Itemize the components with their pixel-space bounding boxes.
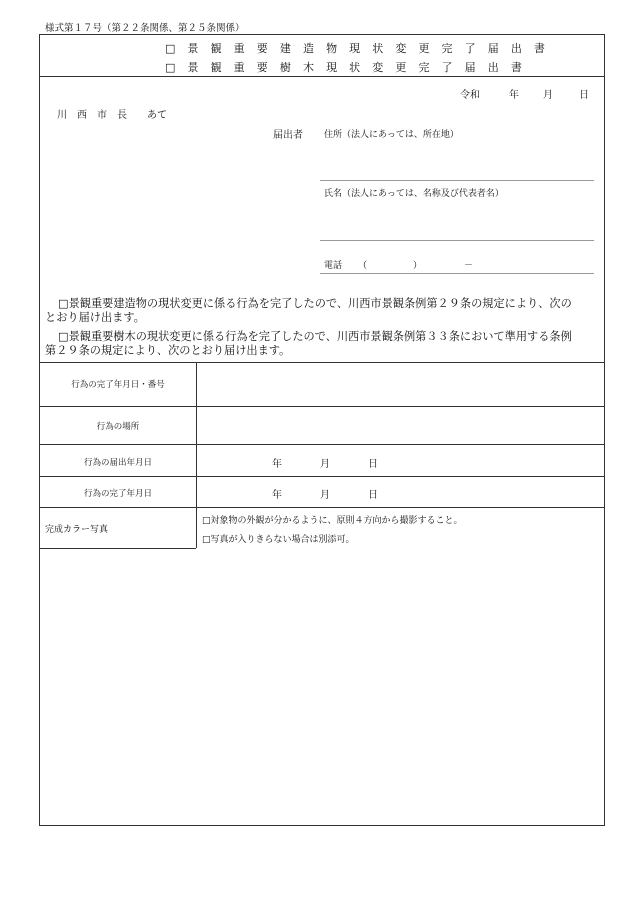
- row-divider-4: [39, 507, 605, 508]
- statement-tree-line2: 第２９条の規定により、次のとおり届け出ます。: [45, 344, 291, 357]
- notification-day: 日: [368, 459, 378, 470]
- statement-building-line1: □景観重要建造物の現状変更に係る行為を完了したので、川西市景観条例第２９条の規定により、次の: [58, 297, 572, 310]
- completion-month: 月: [320, 490, 330, 501]
- address-line: [320, 180, 594, 181]
- photo-label-bottom-border: [39, 548, 196, 549]
- photo-label-right-border: [196, 507, 197, 548]
- table-top-border: [39, 362, 605, 363]
- phone-dash: －: [464, 261, 474, 271]
- addressee: 川 西 市 長 あて: [57, 110, 167, 121]
- phone-line: [320, 273, 594, 274]
- completion-day: 日: [368, 490, 378, 501]
- row-location-label: 行為の場所: [96, 422, 140, 432]
- table-column-divider: [196, 362, 197, 507]
- title-divider: [39, 76, 605, 77]
- date-year: 年: [509, 90, 519, 101]
- row-divider-3: [39, 476, 605, 477]
- applicant-label: 届出者: [273, 130, 303, 141]
- row-notification-date-label: 行為の届出年月日: [83, 458, 152, 468]
- photo-note-directions: □対象物の外観が分かるように、原則４方向から撮影すること。: [202, 516, 463, 526]
- phone-open-paren: （: [358, 261, 368, 271]
- title-tree: □ 景 観 重 要 樹 木 現 状 変 更 完 了 届 出 書: [165, 61, 527, 74]
- statement-building-line2: とおり届け出ます。: [45, 311, 145, 324]
- date-month: 月: [543, 90, 553, 101]
- photo-label: 完成カラー写真: [45, 525, 109, 535]
- phone-label: 電話: [324, 261, 343, 271]
- row-completion-date-label: 行為の完了年月日: [83, 489, 152, 499]
- name-label: 氏名（法人にあっては、名称及び代表者名）: [324, 189, 504, 199]
- row-completion-date-number-label: 行為の完了年月日・番号: [71, 380, 165, 390]
- row-divider-2: [39, 444, 605, 445]
- row-divider-1: [39, 406, 605, 407]
- title-building: □ 景 観 重 要 建 造 物 現 状 変 更 完 了 届 出 書: [165, 42, 550, 55]
- statement-tree-line1: □景観重要樹木の現状変更に係る行為を完了したので、川西市景観条例第３３条において準用する条例: [58, 330, 572, 343]
- form-number: 様式第１７号（第２２条関係、第２５条関係）: [45, 23, 245, 34]
- phone-close-paren: ）: [413, 261, 423, 271]
- date-era: 令和: [460, 90, 480, 101]
- photo-note-attachment: □写真が入りきらない場合は別添可。: [202, 535, 355, 545]
- notification-year: 年: [272, 459, 282, 470]
- address-label: 住所（法人にあっては、所在地）: [324, 130, 459, 140]
- date-day: 日: [579, 90, 589, 101]
- notification-month: 月: [320, 459, 330, 470]
- name-line: [320, 240, 594, 241]
- completion-year: 年: [272, 490, 282, 501]
